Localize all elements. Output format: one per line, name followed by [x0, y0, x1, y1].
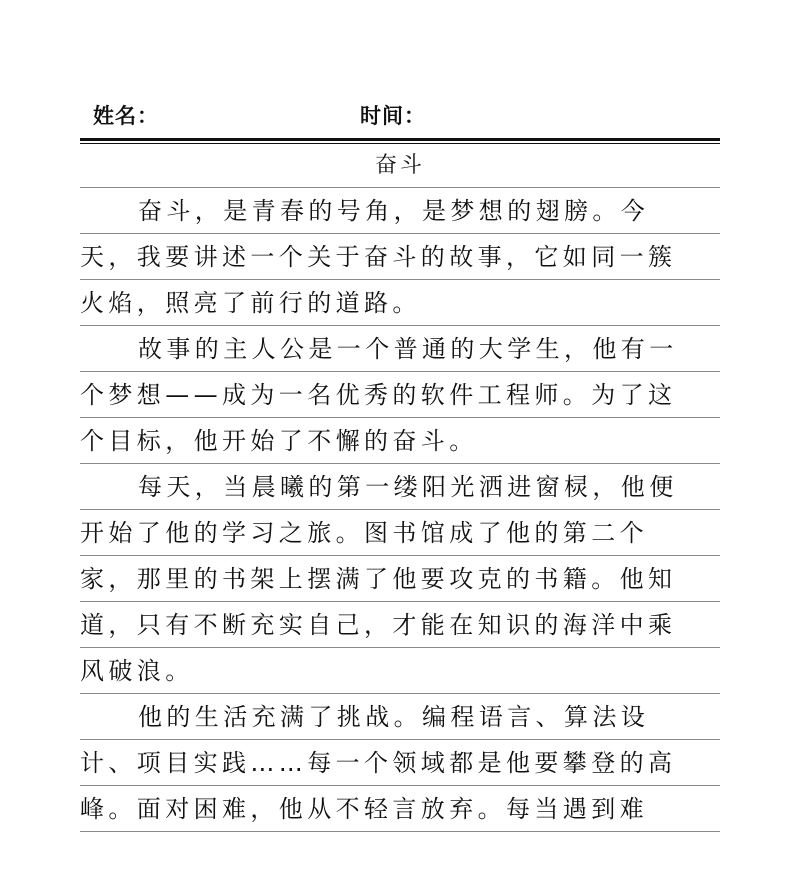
- essay-line: 天，我要讲述一个关于奋斗的故事，它如同一簇: [80, 234, 720, 280]
- header-divider-thin: [80, 143, 720, 144]
- essay-line: 每天，当晨曦的第一缕阳光洒进窗棂，他便: [80, 464, 720, 510]
- essay-line: 火焰，照亮了前行的道路。: [80, 280, 720, 326]
- essay-line: 计、项目实践……每一个领域都是他要攀登的高: [80, 740, 720, 786]
- essay-line: 个梦想——成为一名优秀的软件工程师。为了这: [80, 372, 720, 418]
- essay-line: 他的生活充满了挑战。编程语言、算法设: [80, 694, 720, 740]
- worksheet-header: [93, 100, 713, 132]
- header-divider-thick: [80, 138, 720, 141]
- essay-line-partial: [80, 832, 720, 878]
- name-label: 姓名：: [93, 104, 159, 128]
- essay-line: 个目标，他开始了不懈的奋斗。: [80, 418, 720, 464]
- essay-line: 故事的主人公是一个普通的大学生，他有一: [80, 326, 720, 372]
- essay-title: 奋斗: [374, 153, 425, 178]
- essay-line: 风破浪。: [80, 648, 720, 694]
- essay-line: 道，只有不断充实自己，才能在知识的海洋中乘: [80, 602, 720, 648]
- essay-line: 峰。面对困难，他从不轻言放弃。每当遇到难: [80, 786, 720, 832]
- essay-line: 开始了他的学习之旅。图书馆成了他的第二个: [80, 510, 720, 556]
- essay-line: 奋斗，是青春的号角，是梦想的翅膀。今: [80, 188, 720, 234]
- time-label: 时间：: [360, 104, 426, 128]
- essay-line: 家，那里的书架上摆满了他要攻克的书籍。他知: [80, 556, 720, 602]
